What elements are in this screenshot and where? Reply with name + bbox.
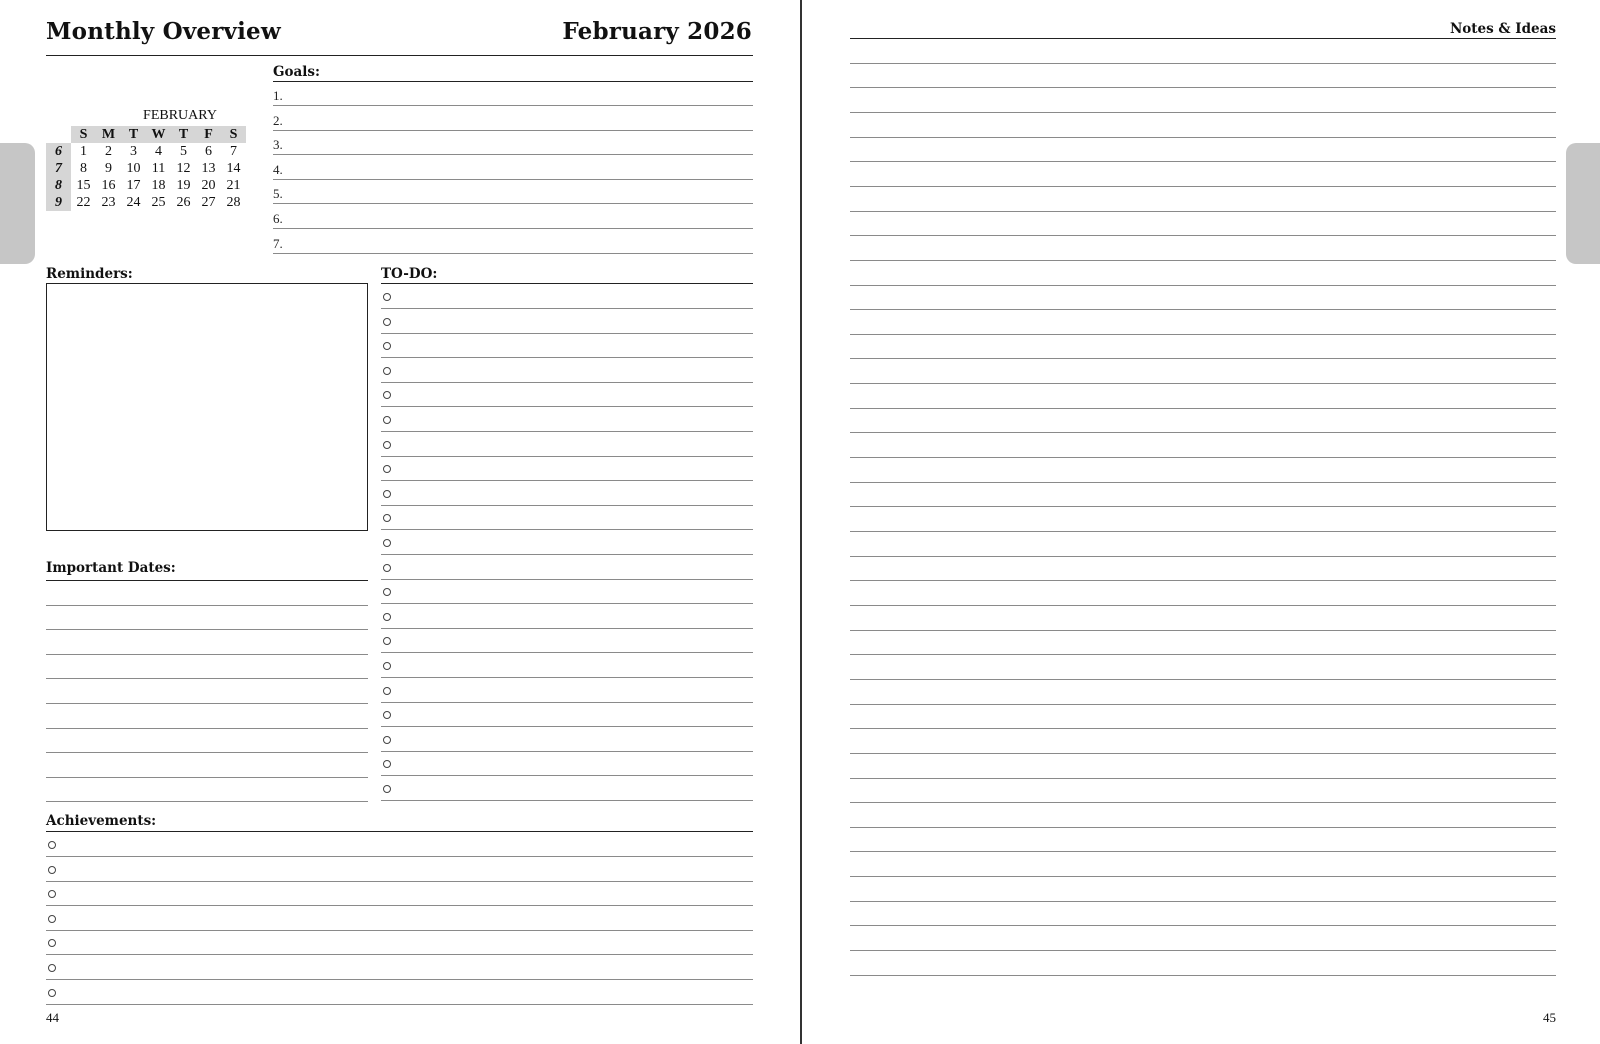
todo-line[interactable]: [381, 800, 753, 801]
todo-checkbox[interactable]: [383, 588, 391, 596]
important-date-line[interactable]: [46, 654, 368, 655]
goal-line[interactable]: [273, 130, 753, 131]
notes-header-rule: [850, 38, 1556, 39]
calendar-day[interactable]: 3: [130, 144, 137, 159]
notes-line[interactable]: [850, 112, 1556, 113]
calendar-day[interactable]: 20: [201, 178, 216, 193]
notes-line[interactable]: [850, 432, 1556, 433]
calendar-week-number: 7: [46, 160, 71, 177]
page-divider: [800, 0, 802, 1044]
todo-line[interactable]: [381, 554, 753, 555]
notes-line[interactable]: [850, 975, 1556, 976]
achievement-line[interactable]: [46, 930, 753, 931]
achievements-rule: [46, 831, 753, 832]
todo-line[interactable]: [381, 357, 753, 358]
todo-line[interactable]: [381, 775, 753, 776]
goal-number: 4.: [273, 161, 283, 177]
todo-line[interactable]: [381, 652, 753, 653]
notes-line[interactable]: [850, 876, 1556, 877]
reminders-box[interactable]: [46, 283, 368, 531]
calendar-day[interactable]: 10: [126, 161, 141, 176]
goals-rule: [273, 81, 753, 82]
todo-checkbox[interactable]: [383, 293, 391, 301]
calendar-day[interactable]: 7: [230, 144, 237, 159]
achievement-line[interactable]: [46, 856, 753, 857]
todo-line[interactable]: [381, 431, 753, 432]
calendar-day[interactable]: 26: [176, 195, 191, 210]
calendar-day[interactable]: 22: [76, 195, 91, 210]
todo-checkbox[interactable]: [383, 564, 391, 572]
goal-number: 3.: [273, 137, 283, 153]
todo-checkbox[interactable]: [383, 539, 391, 547]
calendar-weekday-header: S: [71, 126, 96, 143]
todo-checkbox[interactable]: [383, 391, 391, 399]
notes-header: Notes & Ideas: [1449, 21, 1556, 37]
todo-checkbox[interactable]: [383, 465, 391, 473]
calendar-day[interactable]: 27: [201, 195, 216, 210]
calendar-day[interactable]: 11: [151, 161, 166, 176]
calendar-day[interactable]: 14: [226, 161, 241, 176]
notes-line[interactable]: [850, 161, 1556, 162]
calendar-day[interactable]: 18: [151, 178, 166, 193]
notes-line[interactable]: [850, 605, 1556, 606]
goal-number: 2.: [273, 112, 283, 128]
goal-number: 5.: [273, 186, 283, 202]
goal-number: 6.: [273, 211, 283, 226]
todo-checkbox[interactable]: [383, 662, 391, 670]
goal-number: 7.: [273, 235, 283, 251]
goal-line[interactable]: [273, 228, 753, 229]
goal-number: 1.: [273, 88, 283, 103]
notes-line[interactable]: [850, 235, 1556, 236]
achievement-line[interactable]: [46, 1004, 753, 1005]
todo-line[interactable]: [381, 677, 753, 678]
important-date-line[interactable]: [46, 752, 368, 753]
notes-line[interactable]: [850, 630, 1556, 631]
notes-line[interactable]: [850, 457, 1556, 458]
todo-line[interactable]: [381, 382, 753, 383]
todo-checkbox[interactable]: [383, 760, 391, 768]
important-dates-label: Important Dates:: [46, 560, 176, 576]
title-rule: [46, 55, 753, 56]
goal-line[interactable]: [273, 154, 753, 155]
notes-line[interactable]: [850, 654, 1556, 655]
notes-line[interactable]: [850, 309, 1556, 310]
notes-line[interactable]: [850, 802, 1556, 803]
mini-calendar: [46, 108, 246, 213]
calendar-weekday-header: T: [171, 126, 196, 143]
notes-line[interactable]: [850, 851, 1556, 852]
todo-rule: [381, 283, 753, 284]
achievement-checkbox[interactable]: [48, 964, 56, 972]
calendar-week-number: 8: [46, 177, 71, 194]
achievement-checkbox[interactable]: [48, 890, 56, 898]
notes-line[interactable]: [850, 531, 1556, 532]
notes-line[interactable]: [850, 901, 1556, 902]
important-date-line[interactable]: [46, 605, 368, 606]
notes-line[interactable]: [850, 87, 1556, 88]
achievement-line[interactable]: [46, 905, 753, 906]
todo-label: TO-DO:: [381, 266, 438, 282]
right-edge-tab: [1566, 143, 1600, 264]
calendar-day[interactable]: 25: [151, 195, 166, 210]
calendar-weekday-header: F: [196, 126, 221, 143]
todo-line[interactable]: [381, 308, 753, 309]
achievements-label: Achievements:: [46, 813, 157, 829]
calendar-day[interactable]: 24: [126, 195, 141, 210]
notes-line[interactable]: [850, 827, 1556, 828]
calendar-weekday-header: W: [146, 126, 171, 143]
achievement-line[interactable]: [46, 954, 753, 955]
todo-line[interactable]: [381, 751, 753, 752]
todo-line[interactable]: [381, 480, 753, 481]
calendar-day[interactable]: 5: [180, 144, 187, 159]
page-title: Monthly Overview: [46, 18, 281, 45]
calendar-day[interactable]: 9: [105, 161, 112, 176]
notes-line[interactable]: [850, 753, 1556, 754]
important-dates-rule: [46, 580, 368, 581]
achievement-checkbox[interactable]: [48, 989, 56, 997]
todo-checkbox[interactable]: [383, 342, 391, 350]
goal-line[interactable]: [273, 203, 753, 204]
notes-line[interactable]: [850, 950, 1556, 951]
calendar-day[interactable]: 12: [176, 161, 191, 176]
notes-line[interactable]: [850, 260, 1556, 261]
calendar-day[interactable]: 17: [126, 178, 141, 193]
important-date-line[interactable]: [46, 801, 368, 802]
calendar-day[interactable]: 6: [205, 144, 212, 159]
calendar-weekday-header: T: [121, 126, 146, 143]
notes-line[interactable]: [850, 358, 1556, 359]
important-date-line[interactable]: [46, 629, 368, 630]
todo-checkbox[interactable]: [383, 514, 391, 522]
important-date-line[interactable]: [46, 728, 368, 729]
todo-checkbox[interactable]: [383, 318, 391, 326]
calendar-day[interactable]: 16: [101, 178, 116, 193]
important-date-line[interactable]: [46, 777, 368, 778]
notes-line[interactable]: [850, 556, 1556, 557]
todo-line[interactable]: [381, 456, 753, 457]
goal-line[interactable]: [273, 253, 753, 254]
calendar-month-label: FEBRUARY: [143, 108, 217, 123]
todo-line[interactable]: [381, 702, 753, 703]
todo-line[interactable]: [381, 529, 753, 530]
todo-checkbox[interactable]: [383, 367, 391, 375]
page-number-left: 44: [46, 1010, 59, 1025]
todo-checkbox[interactable]: [383, 736, 391, 744]
todo-checkbox[interactable]: [383, 490, 391, 498]
achievement-checkbox[interactable]: [48, 939, 56, 947]
notes-line[interactable]: [850, 137, 1556, 138]
calendar-week-number: 9: [46, 194, 71, 211]
achievement-line[interactable]: [46, 979, 753, 980]
calendar-week-number: 6: [46, 143, 71, 160]
todo-checkbox[interactable]: [383, 637, 391, 645]
notes-line[interactable]: [850, 728, 1556, 729]
notes-line[interactable]: [850, 778, 1556, 779]
notes-line[interactable]: [850, 408, 1556, 409]
todo-line[interactable]: [381, 579, 753, 580]
notes-line[interactable]: [850, 704, 1556, 705]
calendar-day[interactable]: 2: [105, 144, 112, 159]
calendar-weekday-header: M: [96, 126, 121, 143]
left-edge-tab: [0, 143, 35, 264]
calendar-day[interactable]: 15: [76, 178, 91, 193]
calendar-day[interactable]: 19: [176, 178, 191, 193]
notes-line[interactable]: [850, 334, 1556, 335]
todo-line[interactable]: [381, 726, 753, 727]
important-date-line[interactable]: [46, 678, 368, 679]
notes-line[interactable]: [850, 925, 1556, 926]
notes-line[interactable]: [850, 506, 1556, 507]
notes-line[interactable]: [850, 383, 1556, 384]
goal-line[interactable]: [273, 179, 753, 180]
calendar-day[interactable]: 28: [226, 195, 241, 210]
achievement-checkbox[interactable]: [48, 915, 56, 923]
reminders-label: Reminders:: [46, 266, 133, 282]
todo-checkbox[interactable]: [383, 785, 391, 793]
todo-checkbox[interactable]: [383, 687, 391, 695]
todo-line[interactable]: [381, 603, 753, 604]
notes-line[interactable]: [850, 580, 1556, 581]
todo-line[interactable]: [381, 333, 753, 334]
achievement-line[interactable]: [46, 881, 753, 882]
goals-label: Goals:: [273, 64, 320, 80]
month-title: February 2026: [562, 18, 752, 45]
notes-line[interactable]: [850, 679, 1556, 680]
todo-line[interactable]: [381, 628, 753, 629]
todo-line[interactable]: [381, 406, 753, 407]
calendar-day[interactable]: 23: [101, 195, 116, 210]
calendar-weekday-header: S: [221, 126, 246, 143]
calendar-day[interactable]: 21: [226, 178, 241, 193]
todo-checkbox[interactable]: [383, 441, 391, 449]
notes-line[interactable]: [850, 63, 1556, 64]
todo-checkbox[interactable]: [383, 711, 391, 719]
calendar-day[interactable]: 8: [80, 161, 87, 176]
todo-line[interactable]: [381, 505, 753, 506]
achievement-checkbox[interactable]: [48, 866, 56, 874]
calendar-day[interactable]: 1: [80, 144, 87, 159]
goal-line[interactable]: [273, 105, 753, 106]
notes-line[interactable]: [850, 482, 1556, 483]
notes-line[interactable]: [850, 211, 1556, 212]
calendar-day[interactable]: 13: [201, 161, 216, 176]
calendar-day[interactable]: 4: [155, 144, 162, 159]
page-number-right: 45: [1543, 1010, 1556, 1025]
notes-line[interactable]: [850, 285, 1556, 286]
todo-checkbox[interactable]: [383, 613, 391, 621]
todo-checkbox[interactable]: [383, 416, 391, 424]
notes-line[interactable]: [850, 186, 1556, 187]
achievement-checkbox[interactable]: [48, 841, 56, 849]
important-date-line[interactable]: [46, 703, 368, 704]
